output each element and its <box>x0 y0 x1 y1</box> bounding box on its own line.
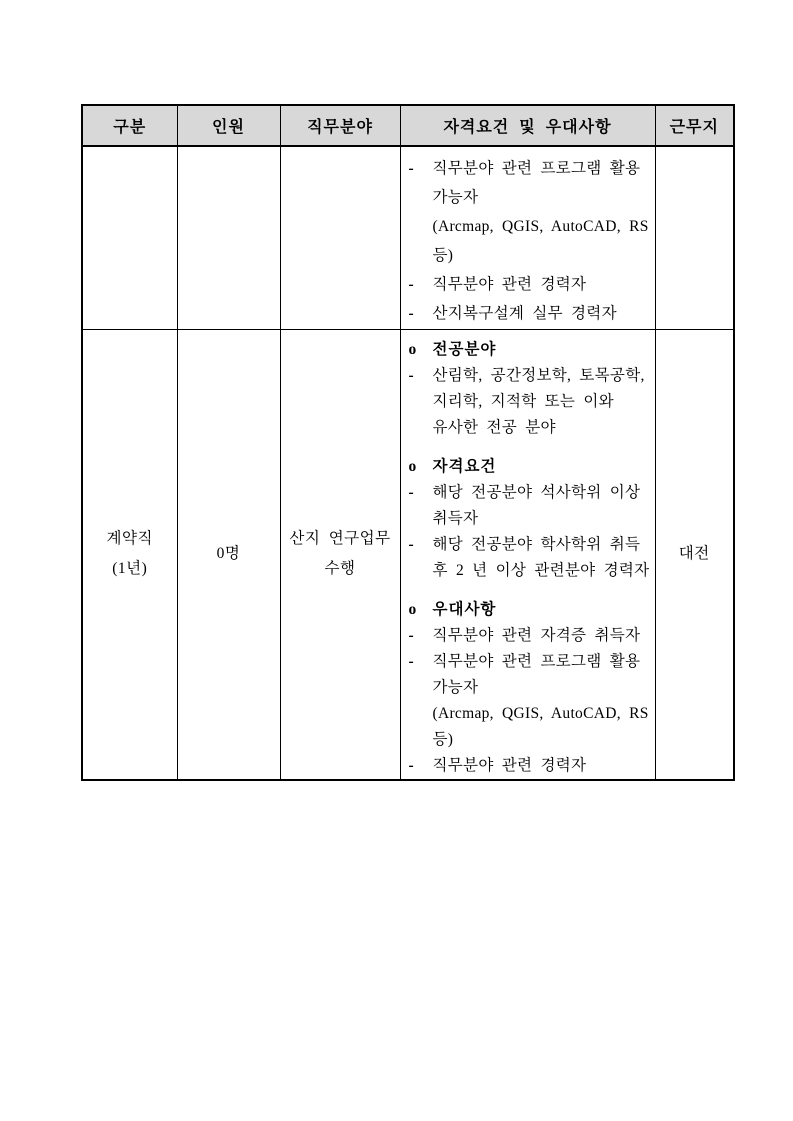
col-header-location: 근무지 <box>655 105 734 146</box>
qualification-text <box>433 597 651 623</box>
cell-text-line: 계약직 <box>106 530 153 547</box>
text-line: 직무분야 관련 경력자 <box>432 276 587 293</box>
text-line: 산지복구설계 실무 경력자 <box>432 305 617 322</box>
qualification-section-heading <box>409 337 651 363</box>
circle-bullet: o <box>408 340 417 358</box>
recruitment-table <box>81 104 735 781</box>
location-cell <box>655 146 734 329</box>
qualification-text <box>433 480 651 532</box>
qualification-text <box>433 454 651 480</box>
circle-bullet: o <box>408 457 417 475</box>
qualifications-cell <box>400 146 655 329</box>
headcount-cell <box>177 329 280 780</box>
table-row-contract <box>82 329 734 780</box>
dash-bullet: - <box>408 276 414 293</box>
qualification-item <box>409 649 651 753</box>
text-line: 산림학, 공간정보학, 토목공학, <box>432 366 645 384</box>
cell-text-line: (1년) <box>112 560 148 577</box>
qualification-text <box>433 270 651 299</box>
qualification-item <box>409 299 651 328</box>
job-field-cell <box>280 146 400 329</box>
text-line: 등) <box>432 247 454 264</box>
col-header-job-field: 직무분야 <box>280 105 400 146</box>
dash-bullet: - <box>408 305 414 322</box>
dash-bullet: - <box>408 366 414 384</box>
category-cell <box>82 329 177 780</box>
qualification-item <box>409 154 651 270</box>
text-line: 가능자 <box>432 678 479 696</box>
dash-bullet: - <box>408 626 414 644</box>
qualification-item <box>409 363 651 441</box>
text-line: 자격요건 <box>432 457 497 475</box>
text-line: 직무분야 관련 프로그램 활용 <box>432 652 641 670</box>
dash-bullet: - <box>408 160 414 177</box>
headcount-value: 0명 <box>216 545 241 562</box>
location-cell <box>655 329 734 780</box>
cell-text-line: 산지 연구업무 <box>289 530 391 547</box>
text-line: 지리학, 지적학 또는 이와 <box>432 392 614 410</box>
table-row-continued <box>82 146 734 329</box>
col-header-headcount: 인원 <box>177 105 280 146</box>
qualification-item <box>409 753 651 779</box>
text-line: 해당 전공분야 학사학위 취득 <box>432 535 641 553</box>
text-line: 해당 전공분야 석사학위 이상 <box>432 483 641 501</box>
dash-bullet: - <box>408 652 414 670</box>
job-field-lines <box>281 524 400 584</box>
dash-bullet: - <box>408 535 414 553</box>
qualification-item <box>409 532 651 584</box>
qualification-text <box>433 337 651 363</box>
qualification-item <box>409 480 651 532</box>
qualification-section-heading <box>409 454 651 480</box>
qualifications-cell <box>400 329 655 780</box>
col-header-qualifications: 자격요건 및 우대사항 <box>400 105 655 146</box>
qualification-text <box>433 753 651 779</box>
text-line: (Arcmap, QGIS, AutoCAD, RS <box>432 218 649 235</box>
category-cell <box>82 146 177 329</box>
text-line: 우대사항 <box>432 600 497 618</box>
qualification-text <box>433 299 651 328</box>
text-line: 등) <box>432 730 454 748</box>
cell-text-line: 수행 <box>324 560 356 577</box>
qualification-text <box>433 532 651 584</box>
text-line: (Arcmap, QGIS, AutoCAD, RS <box>432 704 649 722</box>
qualification-text <box>433 623 651 649</box>
qualification-text <box>433 154 651 270</box>
text-line: 직무분야 관련 자격증 취득자 <box>432 626 641 644</box>
dash-bullet: - <box>408 756 414 774</box>
text-line: 가능자 <box>432 189 479 206</box>
qualification-item <box>409 270 651 299</box>
qualifications-list <box>409 337 651 779</box>
qualifications-list <box>409 154 651 328</box>
qualification-section-heading <box>409 597 651 623</box>
dash-bullet: - <box>408 483 414 501</box>
col-header-category: 구분 <box>82 105 177 146</box>
circle-bullet: o <box>408 600 417 618</box>
qualification-text <box>433 649 651 753</box>
headcount-cell <box>177 146 280 329</box>
text-line: 직무분야 관련 경력자 <box>432 756 587 774</box>
text-line: 취득자 <box>432 509 479 527</box>
text-line: 전공분야 <box>432 340 497 358</box>
text-line: 후 2 년 이상 관련분야 경력자 <box>432 561 650 579</box>
text-line: 유사한 전공 분야 <box>432 418 556 436</box>
qualification-item <box>409 623 651 649</box>
table-header-row <box>82 105 734 146</box>
qualification-text <box>433 363 651 441</box>
job-field-cell <box>280 329 400 780</box>
location-value: 대전 <box>678 545 710 562</box>
category-lines <box>83 524 177 584</box>
text-line: 직무분야 관련 프로그램 활용 <box>432 160 641 177</box>
